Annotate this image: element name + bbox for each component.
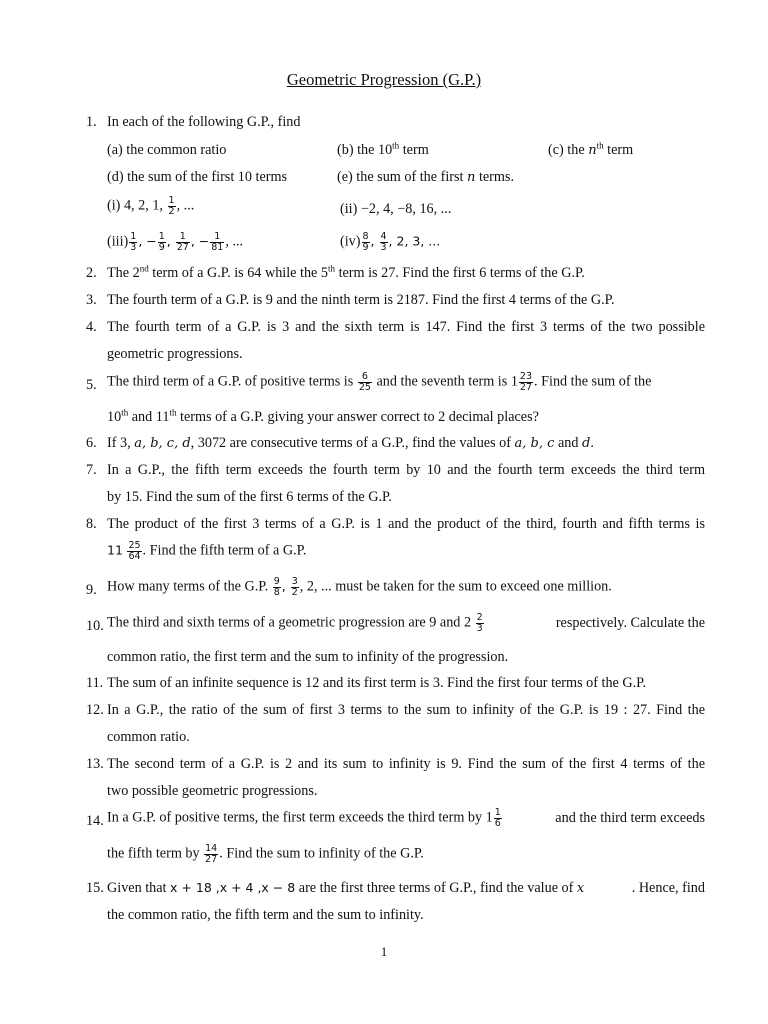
q6-text: If 3, a, b, c, d, 3072 are consecutive terms of a G.P., find the values of a, b, c and d. [107, 435, 594, 451]
q6-number: 6. [86, 435, 97, 451]
q8-text-line1: The product of the first 3 terms of a G.P. is 1 and the product of the third, fourth and fifth terms is [107, 516, 705, 532]
q9-text: How many terms of the G.P. $\frac{9}{8}$ , $\frac{3}{2}$ , 2, ... must be taken for the sum to exceed one million. [107, 576, 612, 598]
q4-number: 4. [86, 319, 97, 335]
q14-text-line1: In a G.P. of positive terms, the first term exceeds the third term by 1 $\frac{1}{6}$ and the third term exceeds [107, 807, 705, 829]
q8-number: 8. [86, 516, 97, 532]
q10-text-line1: The third and sixth terms of a geometric progression are 9 and 2 $\frac{2}{3}$ respectively. Calculate the [107, 612, 705, 634]
q14-number: 14. [86, 813, 104, 829]
q1-part-e: (e) the sum of the first n terms. [337, 169, 515, 185]
q12-number: 12. [86, 702, 104, 718]
q3-text: The fourth term of a G.P. is 9 and the ninth term is 2187. Find the first 4 terms of the G.P. [107, 292, 615, 308]
q15-number: 15. [86, 880, 104, 896]
q1-part-a: (a) the common ratio [107, 142, 227, 158]
q3-number: 3. [86, 292, 97, 308]
q13-number: 13. [86, 756, 104, 772]
q12-text-line1: In a G.P., the ratio of the sum of first 3 terms to the sum to infinity of the G.P. is 19 : 27. Find the [107, 702, 705, 718]
q1-sequence-iii: (iii) $\frac{1}{3}$ , − $\frac{1}{9}$ , $\frac{1}{27}$ , − $\frac{1}{81}$ , ... [107, 231, 244, 253]
q1-sequence-iv: (iv) $\frac{8}{9}$ , $\frac{4}{3}$ , 2, 3, ... [340, 231, 441, 253]
q4-text-line2: geometric progressions. [107, 346, 243, 362]
q9-number: 9. [86, 582, 97, 598]
q1-number: 1. [86, 114, 97, 130]
q2-text: The 2nd term of a G.P. is 64 while the 5th term is 27. Find the first 6 terms of the G.P. [107, 263, 585, 281]
q12-text-line2: common ratio. [107, 729, 190, 745]
q15-text-line1: Given that x + 18 ,x + 4 ,x − 8 are the first three terms of G.P., find the value of x . Hence, find [107, 880, 705, 896]
q13-text-line2: two possible geometric progressions. [107, 783, 318, 799]
q1-sequence-ii: (ii) −2, 4, −8, 16, ... [340, 201, 452, 217]
q4-text-line1: The fourth term of a G.P. is 3 and the sixth term is 147. Find the first 3 terms of the two possible [107, 319, 705, 335]
q2-number: 2. [86, 265, 97, 281]
q5-number: 5. [86, 377, 97, 393]
q10-number: 10. [86, 618, 104, 634]
q14-text-line2: the fifth term by $\frac{14}{27}$ . Find the sum to infinity of the G.P. [107, 843, 424, 865]
q1-part-d: (d) the sum of the first 10 terms [107, 169, 288, 185]
q1-sequence-i: (i) 4, 2, 1, $\frac{1}{2}$ , ... [107, 195, 195, 217]
page-title: Geometric Progression (G.P.) [286, 70, 482, 89]
q1-part-b: (b) the 10th term [337, 140, 429, 158]
q7-text-line2: by 15. Find the sum of the first 6 terms of the G.P. [107, 489, 392, 505]
q5-text-line1: The third term of a G.P. of positive terms is $\frac{6}{25}$ and the seventh term is 1 $\frac{23}{27}$ . Find the sum of the [107, 371, 652, 393]
q1-part-c: (c) the $n^{th}$ term [548, 140, 634, 158]
q7-text-line1: In a G.P., the fifth term exceeds the fourth term by 10 and the fourth term exceeds the third term [107, 462, 705, 478]
q8-text-line2: 11 $\frac{25}{64}$ . Find the fifth term of a G.P. [107, 540, 307, 562]
q10-text-line2: common ratio, the first term and the sum to infinity of the progression. [107, 649, 509, 665]
q7-number: 7. [86, 462, 97, 478]
q11-text: The sum of an infinite sequence is 12 and its first term is 3. Find the first four terms of the G.P. [107, 675, 647, 691]
q5-text-line2: 10th and 11th terms of a G.P. giving your answer correct to 2 decimal places? [107, 407, 539, 425]
page-number: 1 [380, 944, 388, 959]
q15-text-line2: the common ratio, the fifth term and the sum to infinity. [107, 907, 424, 923]
q13-text-line1: The second term of a G.P. is 2 and its sum to infinity is 9. Find the sum of the first 4 terms of the [107, 756, 705, 772]
q1-intro: In each of the following G.P., find [107, 114, 301, 130]
q11-number: 11. [86, 675, 104, 691]
fraction: $\frac{1}{2}$ [168, 195, 175, 217]
